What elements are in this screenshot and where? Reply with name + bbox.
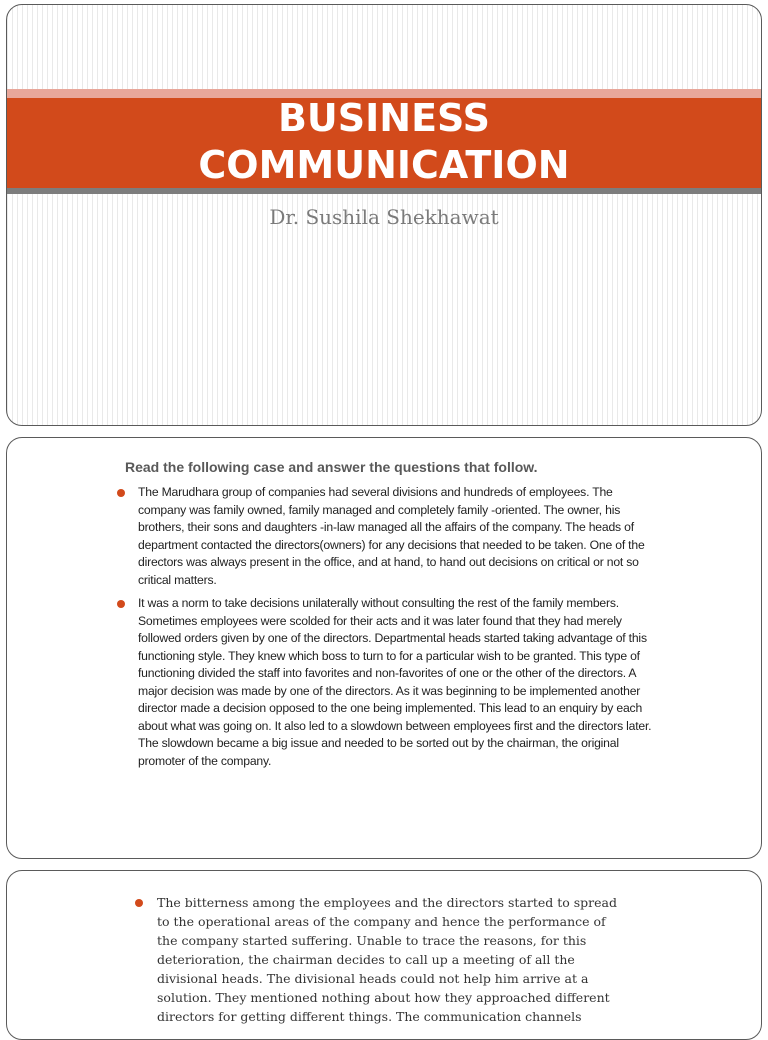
- title-slide: [6, 4, 762, 426]
- bullet-item: [135, 893, 625, 1026]
- case-continued-slide: [6, 870, 762, 1040]
- bullet-text: It was a norm to take decisions unilaterally without consulting the rest of the family members. Sometimes employees were scolded for their acts and it was later found that they had merely followed orders given by one of the directors. Departmental heads started taking advantage of this functioning style. They knew which boss to turn to for a particular wish to be granted. This type of functioning divided the staff into favorites and non-favorites of one or the other of the directors. A major decision was made by one of the directors. As it was beginning to be implemented another director made a decision opposed to the one being implemented. This lead to an enquiry by each about what was going on. It also led to a slowdown between employees first and the directors later. The slowdown became a big issue and needed to be sorted out by the chairman, the original promoter of the company.: [138, 596, 652, 768]
- bullet-dot-icon: [117, 489, 125, 497]
- case-slide: [6, 437, 762, 859]
- case-heading: Read the following case and answer the questions that follow.: [125, 459, 538, 475]
- case-bullet-list: [117, 484, 657, 776]
- bullet-dot-icon: [117, 600, 125, 608]
- slide-title: [7, 95, 761, 189]
- bullet-item: [117, 484, 657, 589]
- slide-title-line2: COMMUNICATION: [198, 143, 570, 187]
- bullet-item: [117, 595, 657, 770]
- slide-title-line1: BUSINESS: [277, 96, 491, 140]
- bullet-text: The Marudhara group of companies had several divisions and hundreds of employees. The company was family owned, family managed and completely family -oriented. The owner, his brothers, their sons and daughters -in-law managed all the affairs of the company. The heads of department contacted the directors(owners) for any decisions that needed to be taken. One of the directors was always present in the office, and at hand, to hand out decisions on critical or not so critical matters.: [138, 485, 645, 587]
- case-continued-bullet-list: [135, 893, 625, 1026]
- bullet-text: The bitterness among the employees and the directors started to spread to the operational areas of the company and hence the performance of the company started suffering. Unable to trace the reasons, for this deterioration, the chairman decides to call up a meeting of all the divisional heads. The divisional heads could not help him arrive at a solution. They mentioned nothing about how they approached different directors for getting different things. The communication channels: [157, 895, 617, 1024]
- bullet-dot-icon: [135, 899, 143, 907]
- slide-subtitle: Dr. Sushila Shekhawat: [269, 205, 499, 229]
